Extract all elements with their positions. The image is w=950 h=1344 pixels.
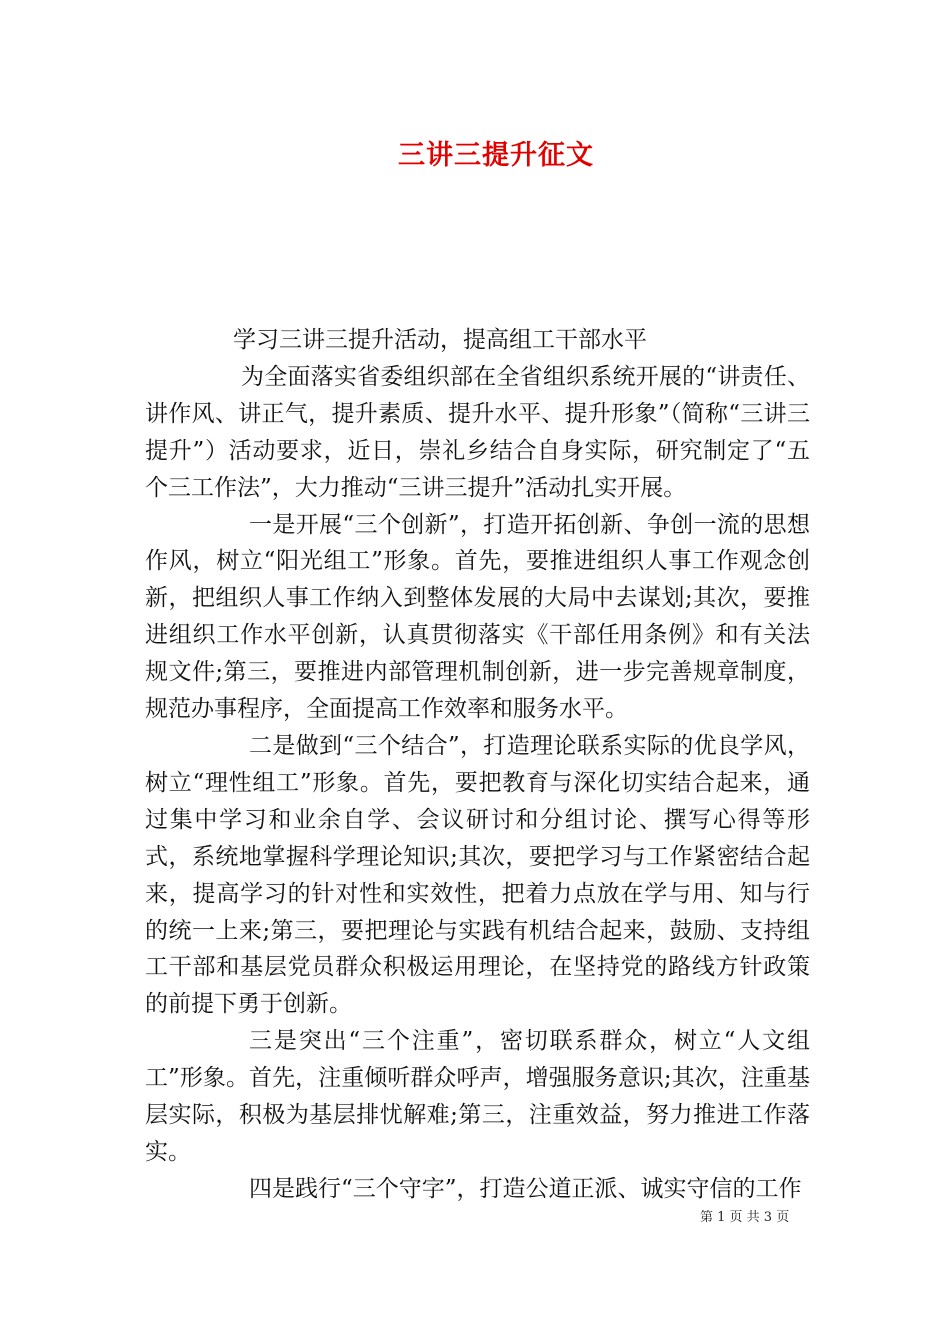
page-number-footer: 第 1 页 共 3 页 [700,1210,790,1225]
document-title: 三讲三提升征文 [398,140,594,171]
paragraph-intro: 为全面落实省委组织部在全省组织系统开展的“讲责任、讲作风、讲正气，提升素质、提升水平、提升形象”（简称“三讲三提升”）活动要求，近日，崇礼乡结合自身实际，研究制定了“五个三工作法”，大力推动“三讲三提升”活动扎实开展。 [145,363,810,501]
paragraph-two: 二是做到“三个结合”，打造理论联系实际的优良学风，树立“理性组工”形象。首先，要把教育与深化切实结合起来，通过集中学习和业余自学、会议研讨和分组讨论、撰写心得等形式，系统地掌握科学理论知识;其次，要把学习与工作紧密结合起来，提高学习的针对性和实效性，把着力点放在学与用、知与行的统一上来;第三，要把理论与实践有机结合起来，鼓励、支持组工干部和基层党员群众积极运用理论，在坚持党的路线方针政策的前提下勇于创新。 [145,732,810,1018]
paragraph-three: 三是突出“三个注重”，密切联系群众，树立“人文组工”形象。首先，注重倾听群众呼声，增强服务意识;其次，注重基层实际，积极为基层排忧解难;第三，注重效益，努力推进工作落实。 [145,1028,810,1165]
paragraph-four: 四是践行“三个守字”，打造公道正派、诚实守信的工作 [249,1175,802,1202]
paragraph-one: 一是开展“三个创新”，打造开拓创新、争创一流的思想作风，树立“阳光组工”形象。首先，要推进组织人事工作观念创新，把组织人事工作纳入到整体发展的大局中去谋划;其次，要推进组织工作水平创新，认真贯彻落实《干部任用条例》和有关法规文件;第三，要推进内部管理机制创新，进一步完善规章制度，规范办事程序，全面提高工作效率和服务水平。 [145,511,810,723]
document-body [145,322,810,1208]
document-subtitle: 学习三讲三提升活动，提高组工干部水平 [233,327,647,353]
